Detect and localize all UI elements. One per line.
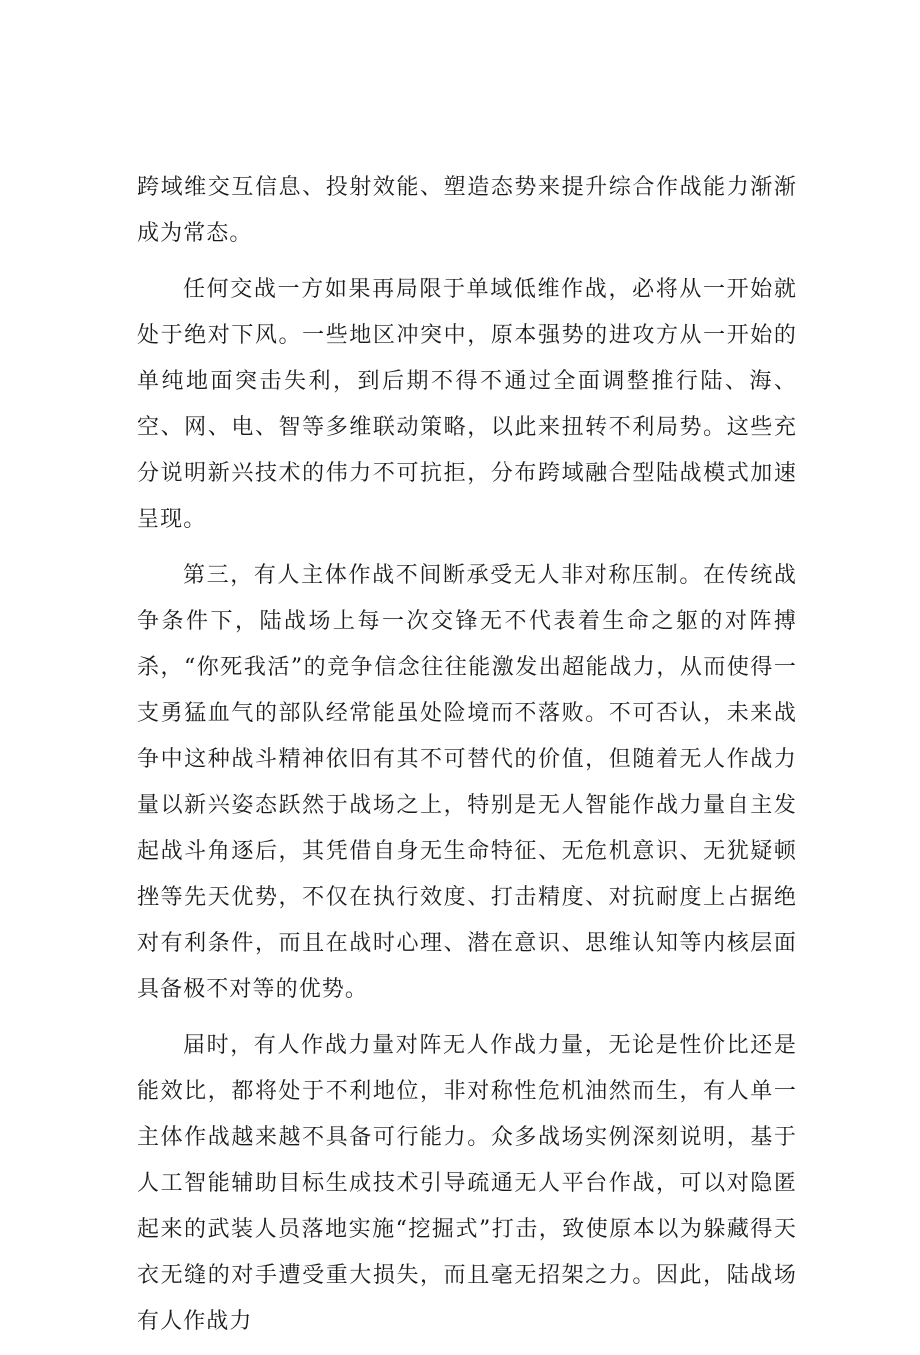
paragraph-3: 第三，有人主体作战不间断承受无人非对称压制。在传统战争条件下，陆战场上每一次交锋无不代表着生命之躯的对阵搏杀，“你死我活”的竞争信念往往能激发出超能战力，从而使得一支勇猛血气的部队经常能虽处险境而不落败。不可否认，未来战争中这种战斗精神依旧有其不可替代的价值，但随着无人作战力量以新兴姿态跃然于战场之上，特别是无人智能作战力量自主发起战斗角逐后，其凭借自身无生命特征、无危机意识、无犹疑顿挫等先天优势，不仅在执行效度、打击精度、对抗耐度上占据绝对有利条件，而且在战时心理、潜在意识、思维认知等内核层面具备极不对等的优势。 — [137, 563, 797, 1002]
paragraph-2: 任何交战一方如果再局限于单域低维作战，必将从一开始就处于绝对下风。一些地区冲突中，原本强势的进攻方从一开始的单纯地面突击失利，到后期不得不通过全面调整推行陆、海、空、网、电、智等多维联动策略，以此来扭转不利局势。这些充分说明新兴技术的伟力不可抗拒，分布跨域融合型陆战模式加速呈现。 — [137, 277, 797, 532]
paragraph-1: 跨域维交互信息、投射效能、塑造态势来提升综合作战能力渐渐成为常态。 — [137, 175, 797, 246]
paragraph-4: 届时，有人作战力量对阵无人作战力量，无论是性价比还是能效比，都将处于不利地位，非对称性危机油然而生，有人单一主体作战越来越不具备可行能力。众多战场实例深刻说明，基于人工智能辅助目标生成技术引导疏通无人平台作战，可以对隐匿起来的武装人员落地实施“挖掘式”打击，致使原本以为躲藏得天衣无缝的对手遭受重大损失，而且毫无招架之力。因此，陆战场有人作战力 — [137, 1033, 797, 1334]
body-text — [137, 165, 797, 1355]
